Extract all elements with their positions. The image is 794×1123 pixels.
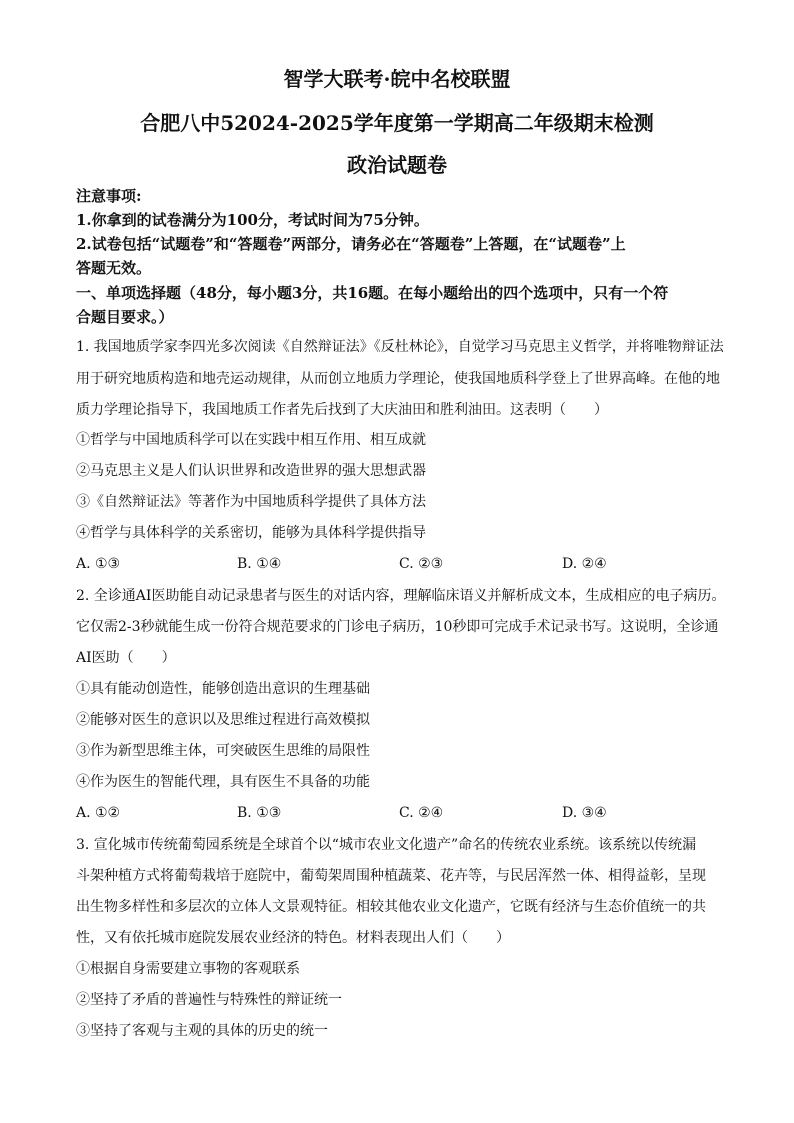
question-1-statement-2: ②马克思主义是人们认识世界和改造世界的强大思想武器	[76, 463, 426, 479]
question-3-statement-2: ②坚持了矛盾的普遍性与特殊性的辩证统一	[76, 992, 342, 1008]
section-heading-cont: 合题目要求。）	[76, 308, 174, 326]
question-2-option-b[interactable]: B. ①③	[237, 805, 282, 821]
notice-heading: 注意事项:	[76, 187, 142, 205]
question-2-stem-line-1: 2. 全诊通AI医助能自动记录患者与医生的对话内容，理解临床语义并解析成文本，生成相应的电子病历。	[76, 588, 726, 604]
question-1-option-b[interactable]: B. ①④	[237, 556, 282, 572]
question-1-statement-4: ④哲学与具体科学的关系密切，能够为具体科学提供指导	[76, 525, 426, 541]
notice-item-2-cont: 答题无效。	[76, 259, 152, 277]
exam-series-title: 智学大联考·皖中名校联盟	[283, 67, 511, 91]
question-3-stem-line-4: 性，又有依托城市庭院发展农业经济的特色。材料表现出人们（ ）	[76, 930, 510, 946]
question-2-option-a[interactable]: A. ①②	[76, 805, 121, 821]
question-1-option-a[interactable]: A. ①③	[76, 556, 121, 572]
section-heading: 一、单项选择题（48分，每小题3分，共16题。在每小题给出的四个选项中，只有一个符	[76, 284, 669, 302]
question-2-options	[76, 803, 726, 823]
question-2-statement-4: ④作为医生的智能代理，具有医生不具备的功能	[76, 774, 370, 790]
question-3-stem-line-1: 3. 宣化城市传统葡萄园系统是全球首个以“城市农业文化遗产”命名的传统农业系统。该系统以传统漏	[76, 837, 697, 853]
question-3-statement-3: ③坚持了客观与主观的具体的历史的统一	[76, 1023, 328, 1039]
question-2-option-c[interactable]: C. ②④	[399, 805, 444, 821]
question-1-stem-line-3: 质力学理论指导下，我国地质工作者先后找到了大庆油田和胜利油田。这表明（ ）	[76, 402, 608, 418]
question-2-option-d[interactable]: D. ③④	[562, 805, 607, 821]
notice-item-2: 2.试卷包括“试题卷”和“答题卷”两部分，请务必在“答题卷”上答题，在“试题卷”上	[76, 235, 626, 253]
paper-subject-title: 政治试题卷	[347, 153, 447, 177]
question-2-statement-2: ②能够对医生的意识以及思维过程进行高效模拟	[76, 712, 370, 728]
question-1-option-c[interactable]: C. ②③	[399, 556, 444, 572]
question-1-stem-line-1: 1. 我国地质学家李四光多次阅读《自然辩证法》《反杜林论》，自觉学习马克思主义哲学，并将唯物辩证法	[76, 339, 724, 355]
question-1-statement-1: ①哲学与中国地质科学可以在实践中相互作用、相互成就	[76, 432, 426, 448]
notice-item-1: 1.你拿到的试卷满分为100分，考试时间为75分钟。	[76, 211, 429, 229]
question-2-stem-line-2: 它仅需2-3秒就能生成一份符合规范要求的门诊电子病历，10秒即可完成手术记录书写。这说明，全诊通	[76, 619, 719, 635]
question-3-statement-1: ①根据自身需要建立事物的客观联系	[76, 961, 300, 977]
question-3-stem-line-2: 斗架种植方式将葡萄栽培于庭院中，葡萄架周围种植蔬菜、花卉等，与民居浑然一体、相得益彰，呈现	[76, 868, 706, 884]
question-1-statement-3: ③《自然辩证法》等著作为中国地质科学提供了具体方法	[76, 494, 426, 510]
question-2-statement-3: ③作为新型思维主体，可突破医生思维的局限性	[76, 743, 370, 759]
question-1-stem-line-2: 用于研究地质构造和地壳运动规律，从而创立地质力学理论，使我国地质科学登上了世界高峰。在他的地	[76, 371, 720, 387]
question-3-stem-line-3: 出生物多样性和多层次的立体人文景观特征。相较其他农业文化遗产，它既有经济与生态价值统一的共	[76, 899, 706, 915]
question-2-stem-line-3: AI医助（ ）	[76, 650, 176, 666]
question-1-option-d[interactable]: D. ②④	[562, 556, 607, 572]
question-2-statement-1: ①具有能动创造性，能够创造出意识的生理基础	[76, 681, 370, 697]
exam-title: 合肥八中52024-2025学年度第一学期高二年级期末检测	[140, 111, 654, 135]
question-1-options	[76, 554, 726, 574]
